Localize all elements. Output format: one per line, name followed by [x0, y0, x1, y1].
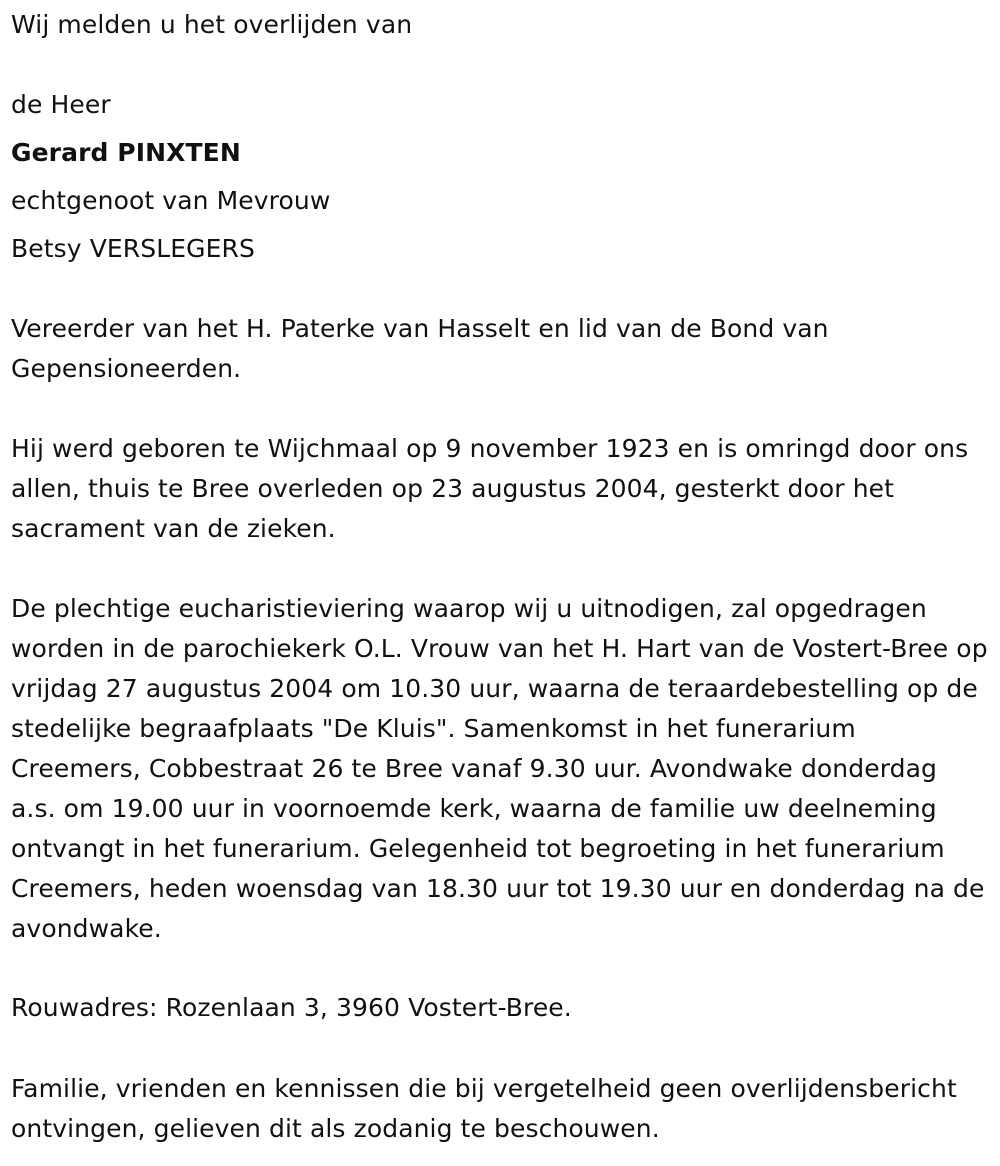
- spouse-name: Betsy VERSLEGERS: [11, 234, 255, 263]
- deceased-name: Gerard PINXTEN: [11, 138, 241, 167]
- address-paragraph: Rouwadres: Rozenlaan 3, 3960 Vostert-Bree.: [11, 993, 572, 1022]
- honorific: de Heer: [11, 90, 111, 119]
- memberships-paragraph: Vereerder van het H. Paterke van Hasselt en lid van de Bond van Gepensioneerden.: [11, 314, 829, 383]
- closing-paragraph: Familie, vrienden en kennissen die bij vergetelheid geen overlijdensbericht ontvingen, gelieven dit als zodanig te beschouwen.: [11, 1074, 957, 1143]
- intro-text: Wij melden u het overlijden van: [11, 10, 413, 39]
- spouse-intro: echtgenoot van Mevrouw: [11, 186, 331, 215]
- ceremony-paragraph: De plechtige eucharistieviering waarop wij u uitnodigen, zal opgedragen worden in de parochiekerk O.L. Vrouw van het H. Hart van de Vostert-Bree op vrijdag 27 augustus 2004 om 10.30 uur, waarna de teraardebestelling op de stedelijke begraafplaats "De Kluis". Samenkomst in het funerarium Creemers, Cobbestraat 26 te Bree vanaf 9.30 uur. Avondwake donderdag a.s. om 19.00 uur in voornoemde kerk, waarna de familie uw deelneming ontvangt in het funerarium. Gelegenheid tot begroeting in het funerarium Creemers, heden woensdag van 18.30 uur tot 19.30 uur en donderdag na de avondwake.: [11, 594, 988, 943]
- birth-death-paragraph: Hij werd geboren te Wijchmaal op 9 november 1923 en is omringd door ons allen, thuis te Bree overleden op 23 augustus 2004, gesterkt door het sacrament van de zieken.: [11, 434, 969, 543]
